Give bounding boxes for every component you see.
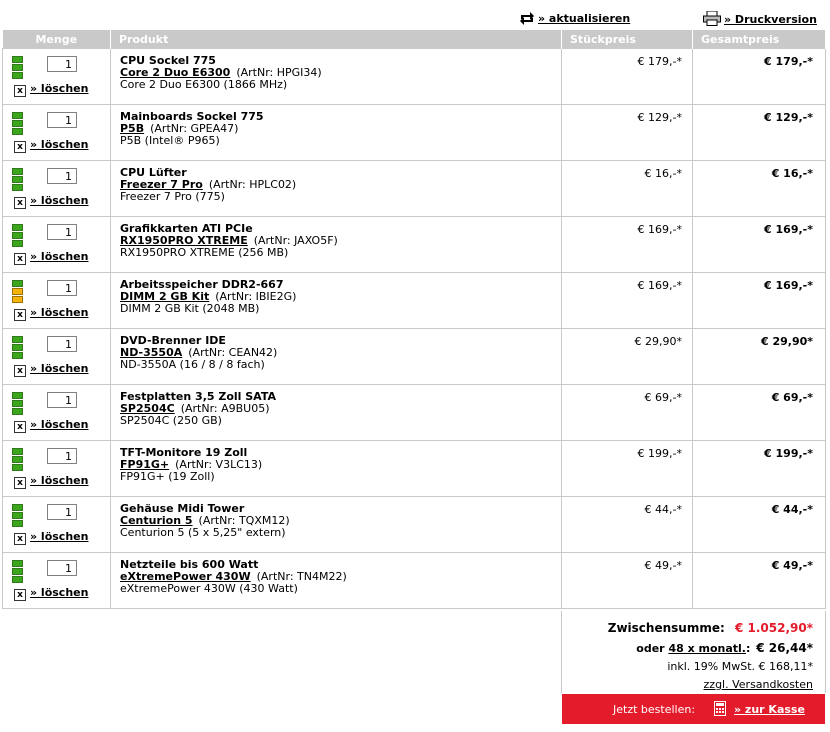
delete-link[interactable]: » löschen — [30, 530, 89, 543]
total-price: € 179,-* — [764, 55, 813, 68]
article-number: (ArtNr: A9BU05) — [180, 402, 270, 415]
total-price: € 29,90* — [760, 335, 813, 348]
total-price-cell — [693, 161, 826, 217]
delete-control[interactable] — [14, 586, 88, 601]
product-name-link[interactable]: DIMM 2 GB Kit — [120, 290, 210, 303]
product-name-link[interactable]: Freezer 7 Pro — [120, 178, 203, 191]
total-price-cell — [693, 105, 826, 161]
delete-checkbox-icon[interactable]: x — [14, 477, 26, 489]
product-cell — [111, 105, 562, 161]
unit-price: € 199,-* — [637, 447, 682, 460]
delete-control[interactable] — [14, 82, 88, 97]
total-price: € 169,-* — [764, 223, 813, 236]
product-description: ND-3550A (16 / 8 / 8 fach) — [120, 358, 265, 371]
header-unit-price: Stückpreis — [562, 30, 693, 49]
quantity-cell — [3, 273, 111, 329]
stock-indicator-icon — [12, 280, 23, 304]
delete-checkbox-icon[interactable]: x — [14, 85, 26, 97]
total-price: € 129,-* — [764, 111, 813, 124]
delete-checkbox-icon[interactable]: x — [14, 421, 26, 433]
table-row — [3, 497, 826, 553]
product-description: Freezer 7 Pro (775) — [120, 190, 225, 203]
product-category: Gehäuse Midi Tower — [120, 502, 245, 515]
installment-link[interactable]: 48 x monatl. — [668, 642, 746, 655]
unit-price: € 169,-* — [637, 223, 682, 236]
table-row — [3, 329, 826, 385]
total-price-cell — [693, 217, 826, 273]
stock-indicator-icon — [12, 392, 23, 416]
product-cell — [111, 497, 562, 553]
quantity-input[interactable] — [47, 504, 77, 520]
product-description: P5B (Intel® P965) — [120, 134, 220, 147]
delete-control[interactable] — [14, 362, 88, 377]
article-number: (ArtNr: TQXM12) — [198, 514, 290, 527]
unit-price: € 29,90* — [634, 335, 682, 348]
product-cell — [111, 217, 562, 273]
total-price: € 16,-* — [771, 167, 813, 180]
unit-price-cell — [562, 161, 693, 217]
delete-checkbox-icon[interactable]: x — [14, 309, 26, 321]
delete-checkbox-icon[interactable]: x — [14, 365, 26, 377]
quantity-input[interactable] — [47, 112, 77, 128]
product-description: eXtremePower 430W (430 Watt) — [120, 582, 298, 595]
total-price-cell — [693, 385, 826, 441]
product-description: Core 2 Duo E6300 (1866 MHz) — [120, 78, 288, 91]
product-category: DVD-Brenner IDE — [120, 334, 226, 347]
subtotal-label: Zwischensumme: — [607, 621, 725, 635]
order-summary — [561, 611, 826, 693]
total-price-cell — [693, 553, 826, 609]
table-row — [3, 161, 826, 217]
product-category: Arbeitsspeicher DDR2-667 — [120, 278, 284, 291]
unit-price-cell — [562, 497, 693, 553]
table-row — [3, 441, 826, 497]
table-row — [3, 385, 826, 441]
product-name-link[interactable]: Core 2 Duo E6300 — [120, 66, 231, 79]
product-category: Grafikkarten ATI PCIe — [120, 222, 253, 235]
delete-control[interactable] — [14, 530, 88, 545]
delete-link[interactable]: » löschen — [30, 250, 89, 263]
refresh-icon — [519, 11, 535, 28]
unit-price-cell — [562, 217, 693, 273]
total-price: € 199,-* — [764, 447, 813, 460]
table-row — [3, 217, 826, 273]
delete-control[interactable] — [14, 194, 88, 209]
quantity-cell — [3, 385, 111, 441]
delete-link[interactable]: » löschen — [30, 306, 89, 319]
delete-checkbox-icon[interactable]: x — [14, 141, 26, 153]
product-name-link[interactable]: RX1950PRO XTREME — [120, 234, 248, 247]
product-name-link[interactable]: ND-3550A — [120, 346, 183, 359]
refresh-link[interactable] — [519, 11, 630, 28]
unit-price: € 16,-* — [644, 167, 682, 180]
refresh-label[interactable]: » aktualisieren — [538, 12, 631, 25]
unit-price-cell — [562, 329, 693, 385]
quantity-input[interactable] — [47, 392, 77, 408]
delete-link[interactable]: » löschen — [30, 194, 89, 207]
checkout-link[interactable]: » zur Kasse — [734, 703, 805, 716]
article-number: (ArtNr: HPGI34) — [236, 66, 322, 79]
delete-link[interactable]: » löschen — [30, 586, 89, 599]
product-description: Centurion 5 (5 x 5,25" extern) — [120, 526, 286, 539]
header-product: Produkt — [111, 30, 562, 49]
quantity-input[interactable] — [47, 448, 77, 464]
quantity-input[interactable] — [47, 560, 77, 576]
unit-price-cell — [562, 553, 693, 609]
unit-price-cell — [562, 105, 693, 161]
unit-price: € 179,-* — [637, 55, 682, 68]
delete-control[interactable] — [14, 418, 88, 433]
stock-indicator-icon — [12, 224, 23, 248]
article-number: (ArtNr: HPLC02) — [208, 178, 297, 191]
vat-note: inkl. 19% MwSt. € 168,11* — [667, 660, 813, 673]
installment-colon: : — [745, 642, 751, 655]
product-cell — [111, 273, 562, 329]
unit-price: € 49,-* — [644, 559, 682, 572]
total-price-cell — [693, 49, 826, 105]
table-row — [3, 105, 826, 161]
total-price-cell — [693, 329, 826, 385]
product-cell — [111, 329, 562, 385]
product-name-link[interactable]: Centurion 5 — [120, 514, 193, 527]
product-description: FP91G+ (19 Zoll) — [120, 470, 215, 483]
product-category: CPU Lüfter — [120, 166, 187, 179]
header-total-price: Gesamtpreis — [693, 30, 826, 49]
unit-price: € 169,-* — [637, 279, 682, 292]
stock-indicator-icon — [12, 168, 23, 192]
unit-price: € 129,-* — [637, 111, 682, 124]
total-price: € 169,-* — [764, 279, 813, 292]
product-cell — [111, 49, 562, 105]
product-name-link[interactable]: eXtremePower 430W — [120, 570, 251, 583]
product-category: Mainboards Sockel 775 — [120, 110, 264, 123]
unit-price: € 69,-* — [644, 391, 682, 404]
product-name-link[interactable]: SP2504C — [120, 402, 175, 415]
article-number: (ArtNr: GPEA47) — [150, 122, 239, 135]
delete-link[interactable]: » löschen — [30, 474, 89, 487]
stock-indicator-icon — [12, 56, 23, 80]
article-number: (ArtNr: TN4M22) — [256, 570, 347, 583]
quantity-cell — [3, 329, 111, 385]
total-price: € 69,-* — [771, 391, 813, 404]
table-row — [3, 553, 826, 609]
total-price: € 49,-* — [771, 559, 813, 572]
quantity-input[interactable] — [47, 224, 77, 240]
print-link[interactable] — [703, 11, 817, 29]
article-number: (ArtNr: CEAN42) — [188, 346, 278, 359]
product-category: CPU Sockel 775 — [120, 54, 216, 67]
delete-link[interactable]: » löschen — [30, 418, 89, 431]
delete-checkbox-icon[interactable]: x — [14, 253, 26, 265]
toolbar — [0, 0, 830, 30]
quantity-cell — [3, 161, 111, 217]
product-description: RX1950PRO XTREME (256 MB) — [120, 246, 289, 259]
print-label[interactable]: » Druckversion — [724, 13, 817, 26]
header-quantity: Menge — [3, 30, 111, 49]
table-row — [3, 273, 826, 329]
product-category: TFT-Monitore 19 Zoll — [120, 446, 248, 459]
product-cell — [111, 553, 562, 609]
unit-price-cell — [562, 273, 693, 329]
product-name-link[interactable]: FP91G+ — [120, 458, 170, 471]
quantity-cell — [3, 497, 111, 553]
subtotal-value: € 1.052,90* — [734, 621, 813, 635]
total-price-cell — [693, 497, 826, 553]
unit-price-cell — [562, 49, 693, 105]
quantity-cell — [3, 441, 111, 497]
product-cell — [111, 441, 562, 497]
article-number: (ArtNr: V3LC13) — [175, 458, 263, 471]
order-label: Jetzt bestellen: — [613, 703, 696, 716]
unit-price-cell — [562, 441, 693, 497]
stock-indicator-icon — [12, 504, 23, 528]
delete-link[interactable]: » löschen — [30, 82, 89, 95]
stock-indicator-icon — [12, 560, 23, 584]
installment-line — [636, 641, 813, 655]
total-price-cell — [693, 273, 826, 329]
delete-control[interactable] — [14, 306, 88, 321]
stock-indicator-icon — [12, 448, 23, 472]
delete-control[interactable] — [14, 138, 88, 153]
total-price-cell — [693, 441, 826, 497]
product-description: SP2504C (250 GB) — [120, 414, 222, 427]
stock-indicator-icon — [12, 112, 23, 136]
unit-price: € 44,-* — [644, 503, 682, 516]
quantity-cell — [3, 49, 111, 105]
delete-link[interactable]: » löschen — [30, 138, 89, 151]
article-number: (ArtNr: IBIE2G) — [215, 290, 297, 303]
product-cell — [111, 385, 562, 441]
installment-value: € 26,44* — [756, 641, 813, 655]
product-description: DIMM 2 GB Kit (2048 MB) — [120, 302, 260, 315]
quantity-input[interactable] — [47, 56, 77, 72]
quantity-cell — [3, 553, 111, 609]
delete-link[interactable]: » löschen — [30, 362, 89, 375]
product-name-link[interactable]: P5B — [120, 122, 145, 135]
product-cell — [111, 161, 562, 217]
quantity-cell — [3, 217, 111, 273]
stock-indicator-icon — [12, 336, 23, 360]
checkout-bar — [562, 694, 825, 724]
printer-icon — [703, 11, 721, 29]
table-row — [3, 49, 826, 105]
delete-checkbox-icon[interactable]: x — [14, 533, 26, 545]
total-price: € 44,-* — [771, 503, 813, 516]
installment-prefix: oder — [636, 642, 665, 655]
shipping-link[interactable]: zzgl. Versandkosten — [703, 678, 813, 691]
unit-price-cell — [562, 385, 693, 441]
delete-checkbox-icon[interactable]: x — [14, 589, 26, 601]
product-category: Festplatten 3,5 Zoll SATA — [120, 390, 277, 403]
quantity-input[interactable] — [47, 280, 77, 296]
delete-control[interactable] — [14, 474, 88, 489]
delete-checkbox-icon[interactable]: x — [14, 197, 26, 209]
article-number: (ArtNr: JAXO5F) — [253, 234, 338, 247]
cart-rows — [3, 49, 826, 609]
cart-table — [2, 30, 826, 609]
table-header — [3, 30, 826, 49]
quantity-input[interactable] — [47, 168, 77, 184]
product-category: Netzteile bis 600 Watt — [120, 558, 259, 571]
quantity-cell — [3, 105, 111, 161]
quantity-input[interactable] — [47, 336, 77, 352]
calculator-icon — [714, 701, 726, 719]
subtotal-line — [608, 621, 813, 635]
delete-control[interactable] — [14, 250, 88, 265]
